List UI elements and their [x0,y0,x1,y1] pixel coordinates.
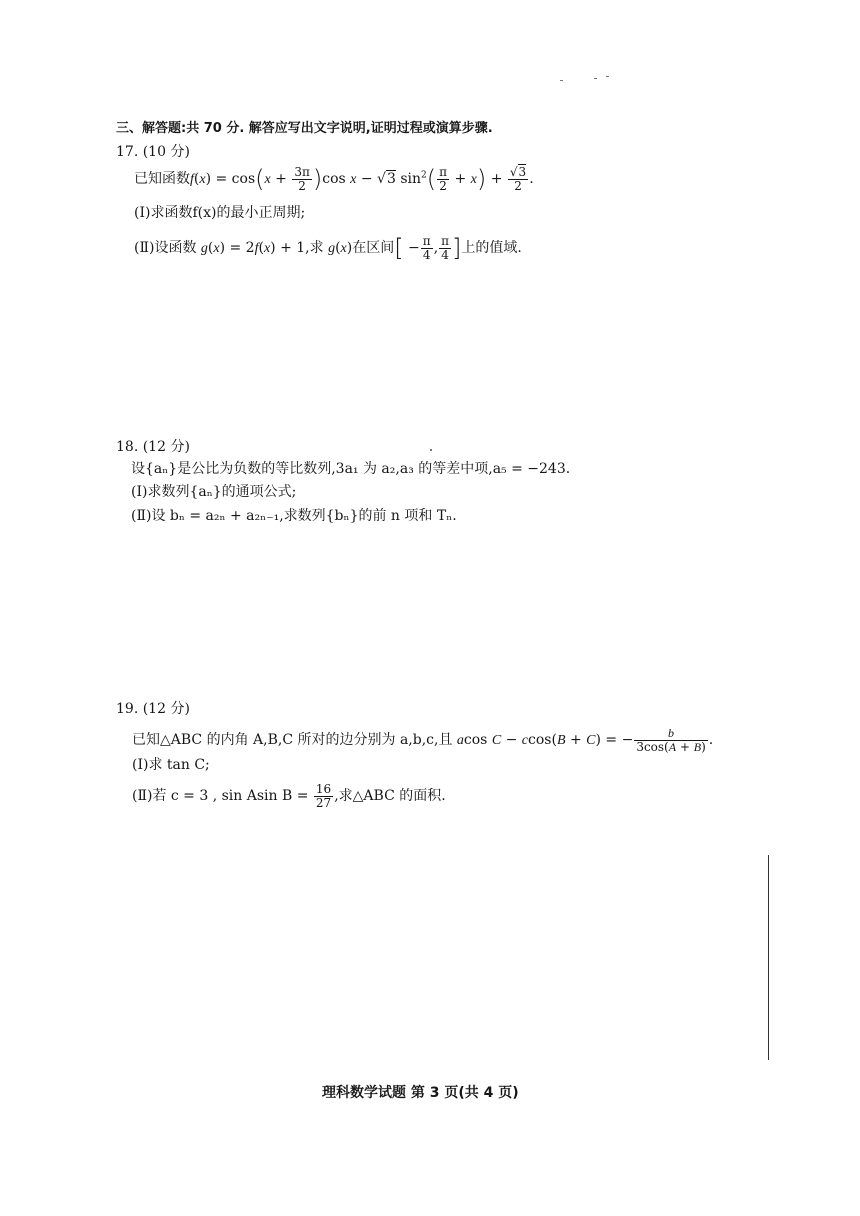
fraction-16-over-27: $\frac{16}{27}$ [315,782,332,810]
q19-stem-prefix: 已知△ABC 的内角 A,B,C 所对的边分别为 a,b,c,且 [132,732,453,749]
q19-part2-prefix: (Ⅱ)若 c = 3 , sin Asin B = [132,788,309,805]
q17-number: 17. (10 分) [116,144,190,160]
q19-part1: (Ⅰ)求 tan C; [132,757,210,773]
q17-part2: (Ⅱ)设函数 g(x) = 2f(x) + 1,求 g(x)在区间[ − $\frac{\pi}{4}$ , $\frac{\pi}{4}$ ]上的值域. [134,234,522,263]
section-heading: 三、解答题:共 70 分. 解答应写出文字说明,证明过程或演算步骤. [116,121,493,136]
q17-part1: (Ⅰ)求函数f(x)的最小正周期; [134,205,306,221]
fraction-pi-over-4-a: $\frac{\pi}{4}$ [422,234,431,262]
q18-number: 18. (12 分) [116,439,190,455]
q18-part1: (Ⅰ)求数列{aₙ}的通项公式; [131,484,297,500]
scan-speck [594,78,597,79]
fraction-sqrt3-over-2: $\frac{√3}{2}$ [509,165,527,193]
scan-speck [606,76,609,77]
q17-stem-prefix: 已知函数 [134,171,190,188]
page-footer: 理科数学试题 第 3 页(共 4 页) [322,1085,519,1101]
fraction-3pi-over-2: $\frac{3\pi}{2}$ [294,165,310,193]
fraction-pi-over-2: $\frac{\pi}{2}$ [439,165,448,193]
q19-part2 [132,783,446,809]
fraction-pi-over-4-b: $\frac{\pi}{4}$ [441,234,450,262]
scan-margin-line [768,855,769,1060]
q18-part2: (Ⅱ)设 bₙ = a₂ₙ + a₂ₙ₋₁,求数列{bₙ}的前 n 项和 Tₙ. [131,508,457,524]
q17-part2-prefix: (Ⅱ)设函数 [134,240,197,257]
q17-part2-mid2: 在区间 [352,240,395,257]
q19-number: 19. (12 分) [116,701,190,717]
q18-stem: 设{aₙ}是公比为负数的等比数列,3a₁ 为 a₂,a₃ 的等差中项,a₅ = −243. [131,461,571,477]
fraction-b-over-3cos: $\frac{b}{3\cos(A + B)}$ [636,726,706,754]
scan-speck [430,449,432,451]
q17-part2-mid: ,求 [305,240,324,257]
q17-part2-suffix: 上的值域. [461,240,522,257]
scan-speck [560,80,563,81]
q19-stem: 已知△ABC 的内角 A,B,C 所对的边分别为 a,b,c,且 acos C − ccos(B + C) = − $\frac{b}{3\cos(A + B)}$ . [132,726,714,754]
q19-part2-suffix: ,求△ABC 的面积. [334,788,446,805]
q17-stem: 已知函数f(x) = cos(x + $\frac{3\pi}{2}$ )cos x − √3 $\sin^2$( $\frac{\pi}{2}$ + x) + $\frac{√3}{2}$ . [134,165,534,194]
